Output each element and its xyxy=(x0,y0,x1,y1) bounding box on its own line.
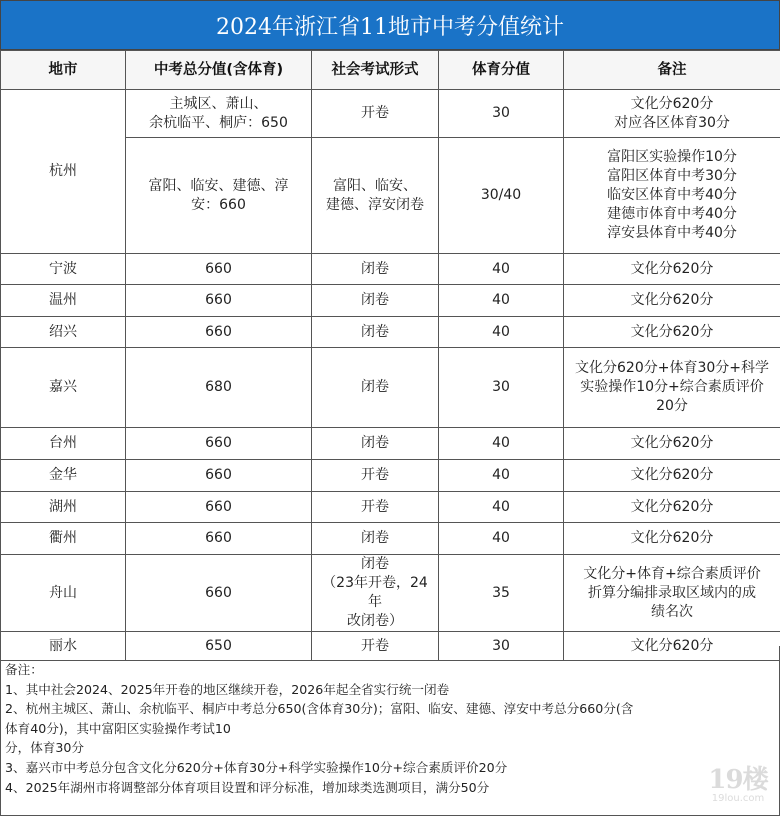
table-row xyxy=(1,428,780,460)
city-cell: 金华 xyxy=(1,460,126,492)
exam-format-cell: 闭卷 xyxy=(312,428,439,460)
city-cell: 舟山 xyxy=(1,555,126,632)
remarks-cell: 文化分620分 xyxy=(564,632,780,661)
note-item: 1、其中社会2024、2025年开卷的地区继续开卷，2026年起全省实行统一闭卷 xyxy=(5,681,450,697)
remarks-cell: 文化分620分+体育30分+科学 实验操作10分+综合素质评价 20分 xyxy=(564,348,780,428)
pe-score-cell: 40 xyxy=(439,285,564,317)
header-pe-score: 体育分值 xyxy=(439,51,564,90)
watermark-logo xyxy=(706,764,770,808)
city-cell: 绍兴 xyxy=(1,317,126,348)
exam-format-cell: 闭卷 xyxy=(312,523,439,555)
note-item: 4、2025年湖州市将调整部分体育项目设置和评分标准，增加球类选测项目，满分50分 xyxy=(5,779,490,795)
remarks-cell: 文化分620分 xyxy=(564,285,780,317)
table-row xyxy=(1,555,780,632)
pe-score-cell: 40 xyxy=(439,460,564,492)
remarks-cell: 文化分620分 xyxy=(564,523,780,555)
remarks-cell: 文化分620分 xyxy=(564,317,780,348)
total-score-cell: 660 xyxy=(126,285,312,317)
header-city: 地市 xyxy=(1,51,126,90)
pe-score-cell: 30/40 xyxy=(439,138,564,254)
table-row xyxy=(1,523,780,555)
exam-format-cell: 闭卷 （23年开卷，24年 改闭卷） xyxy=(312,555,439,632)
total-score-cell: 660 xyxy=(126,492,312,523)
pe-score-cell: 40 xyxy=(439,492,564,523)
exam-format-cell: 闭卷 xyxy=(312,348,439,428)
exam-format-cell: 闭卷 xyxy=(312,285,439,317)
header-exam-format: 社会考试形式 xyxy=(312,51,439,90)
notes-section xyxy=(0,646,780,816)
note-item: 3、嘉兴市中考总分包含文化分620分+体育30分+科学实验操作10分+综合素质评价20分 xyxy=(5,759,508,775)
city-cell: 温州 xyxy=(1,285,126,317)
remarks-cell: 文化分+体育+综合素质评价 折算分编排录取区域内的成 绩名次 xyxy=(564,555,780,632)
city-cell: 嘉兴 xyxy=(1,348,126,428)
pe-score-cell: 40 xyxy=(439,254,564,285)
total-score-cell: 660 xyxy=(126,317,312,348)
pe-score-cell: 40 xyxy=(439,523,564,555)
city-cell: 台州 xyxy=(1,428,126,460)
exam-format-cell: 开卷 xyxy=(312,632,439,661)
table-row xyxy=(1,317,780,348)
watermark-url: 19lou.com xyxy=(711,793,765,804)
pe-score-cell: 40 xyxy=(439,428,564,460)
pe-score-cell: 40 xyxy=(439,317,564,348)
note-item: 2、杭州主城区、萧山、余杭临平、桐庐中考总分650(含体育30分)；富阳、临安、建德、淳安中考总分660分(含 体育40分)，其中富阳区实验操作考试10 分，体育30分 xyxy=(5,701,634,756)
total-score-cell: 660 xyxy=(126,523,312,555)
remarks-cell: 文化分620分 对应各区体育30分 xyxy=(564,90,780,138)
header-total-score: 中考总分值(含体育) xyxy=(126,51,312,90)
remarks-cell: 文化分620分 xyxy=(564,254,780,285)
total-score-cell: 650 xyxy=(126,632,312,661)
remarks-cell: 富阳区实验操作10分 富阳区体育中考30分 临安区体育中考40分 建德市体育中考40分 淳安县体育中考40分 xyxy=(564,138,780,254)
total-score-cell: 660 xyxy=(126,428,312,460)
city-cell: 衢州 xyxy=(1,523,126,555)
total-score-cell: 660 xyxy=(126,254,312,285)
city-cell: 杭州 xyxy=(1,90,126,254)
watermark-logo-text: 19楼 xyxy=(708,765,768,795)
total-score-cell: 660 xyxy=(126,555,312,632)
exam-format-cell: 开卷 xyxy=(312,90,439,138)
table-header-row xyxy=(1,51,780,90)
exam-format-cell: 开卷 xyxy=(312,460,439,492)
table-row xyxy=(1,254,780,285)
total-score-cell: 680 xyxy=(126,348,312,428)
pe-score-cell: 30 xyxy=(439,90,564,138)
table-row xyxy=(1,348,780,428)
total-score-cell: 主城区、萧山、 余杭临平、桐庐：650 xyxy=(126,90,312,138)
exam-format-cell: 闭卷 xyxy=(312,317,439,348)
exam-format-cell: 富阳、临安、 建德、淳安闭卷 xyxy=(312,138,439,254)
pe-score-cell: 30 xyxy=(439,348,564,428)
remarks-cell: 文化分620分 xyxy=(564,492,780,523)
table-row xyxy=(1,90,780,138)
city-cell: 丽水 xyxy=(1,632,126,661)
remarks-cell: 文化分620分 xyxy=(564,460,780,492)
table-row xyxy=(1,285,780,317)
total-score-cell: 富阳、临安、建德、淳 安：660 xyxy=(126,138,312,254)
total-score-cell: 660 xyxy=(126,460,312,492)
exam-format-cell: 闭卷 xyxy=(312,254,439,285)
pe-score-cell: 30 xyxy=(439,632,564,661)
score-table xyxy=(0,50,780,661)
pe-score-cell: 35 xyxy=(439,555,564,632)
city-cell: 宁波 xyxy=(1,254,126,285)
table-row xyxy=(1,492,780,523)
exam-format-cell: 开卷 xyxy=(312,492,439,523)
notes-heading: 备注： xyxy=(5,662,43,677)
remarks-cell: 文化分620分 xyxy=(564,428,780,460)
header-remarks: 备注 xyxy=(564,51,780,90)
city-cell: 湖州 xyxy=(1,492,126,523)
table-row xyxy=(1,460,780,492)
page-title: 2024年浙江省11地市中考分值统计 xyxy=(0,0,780,50)
